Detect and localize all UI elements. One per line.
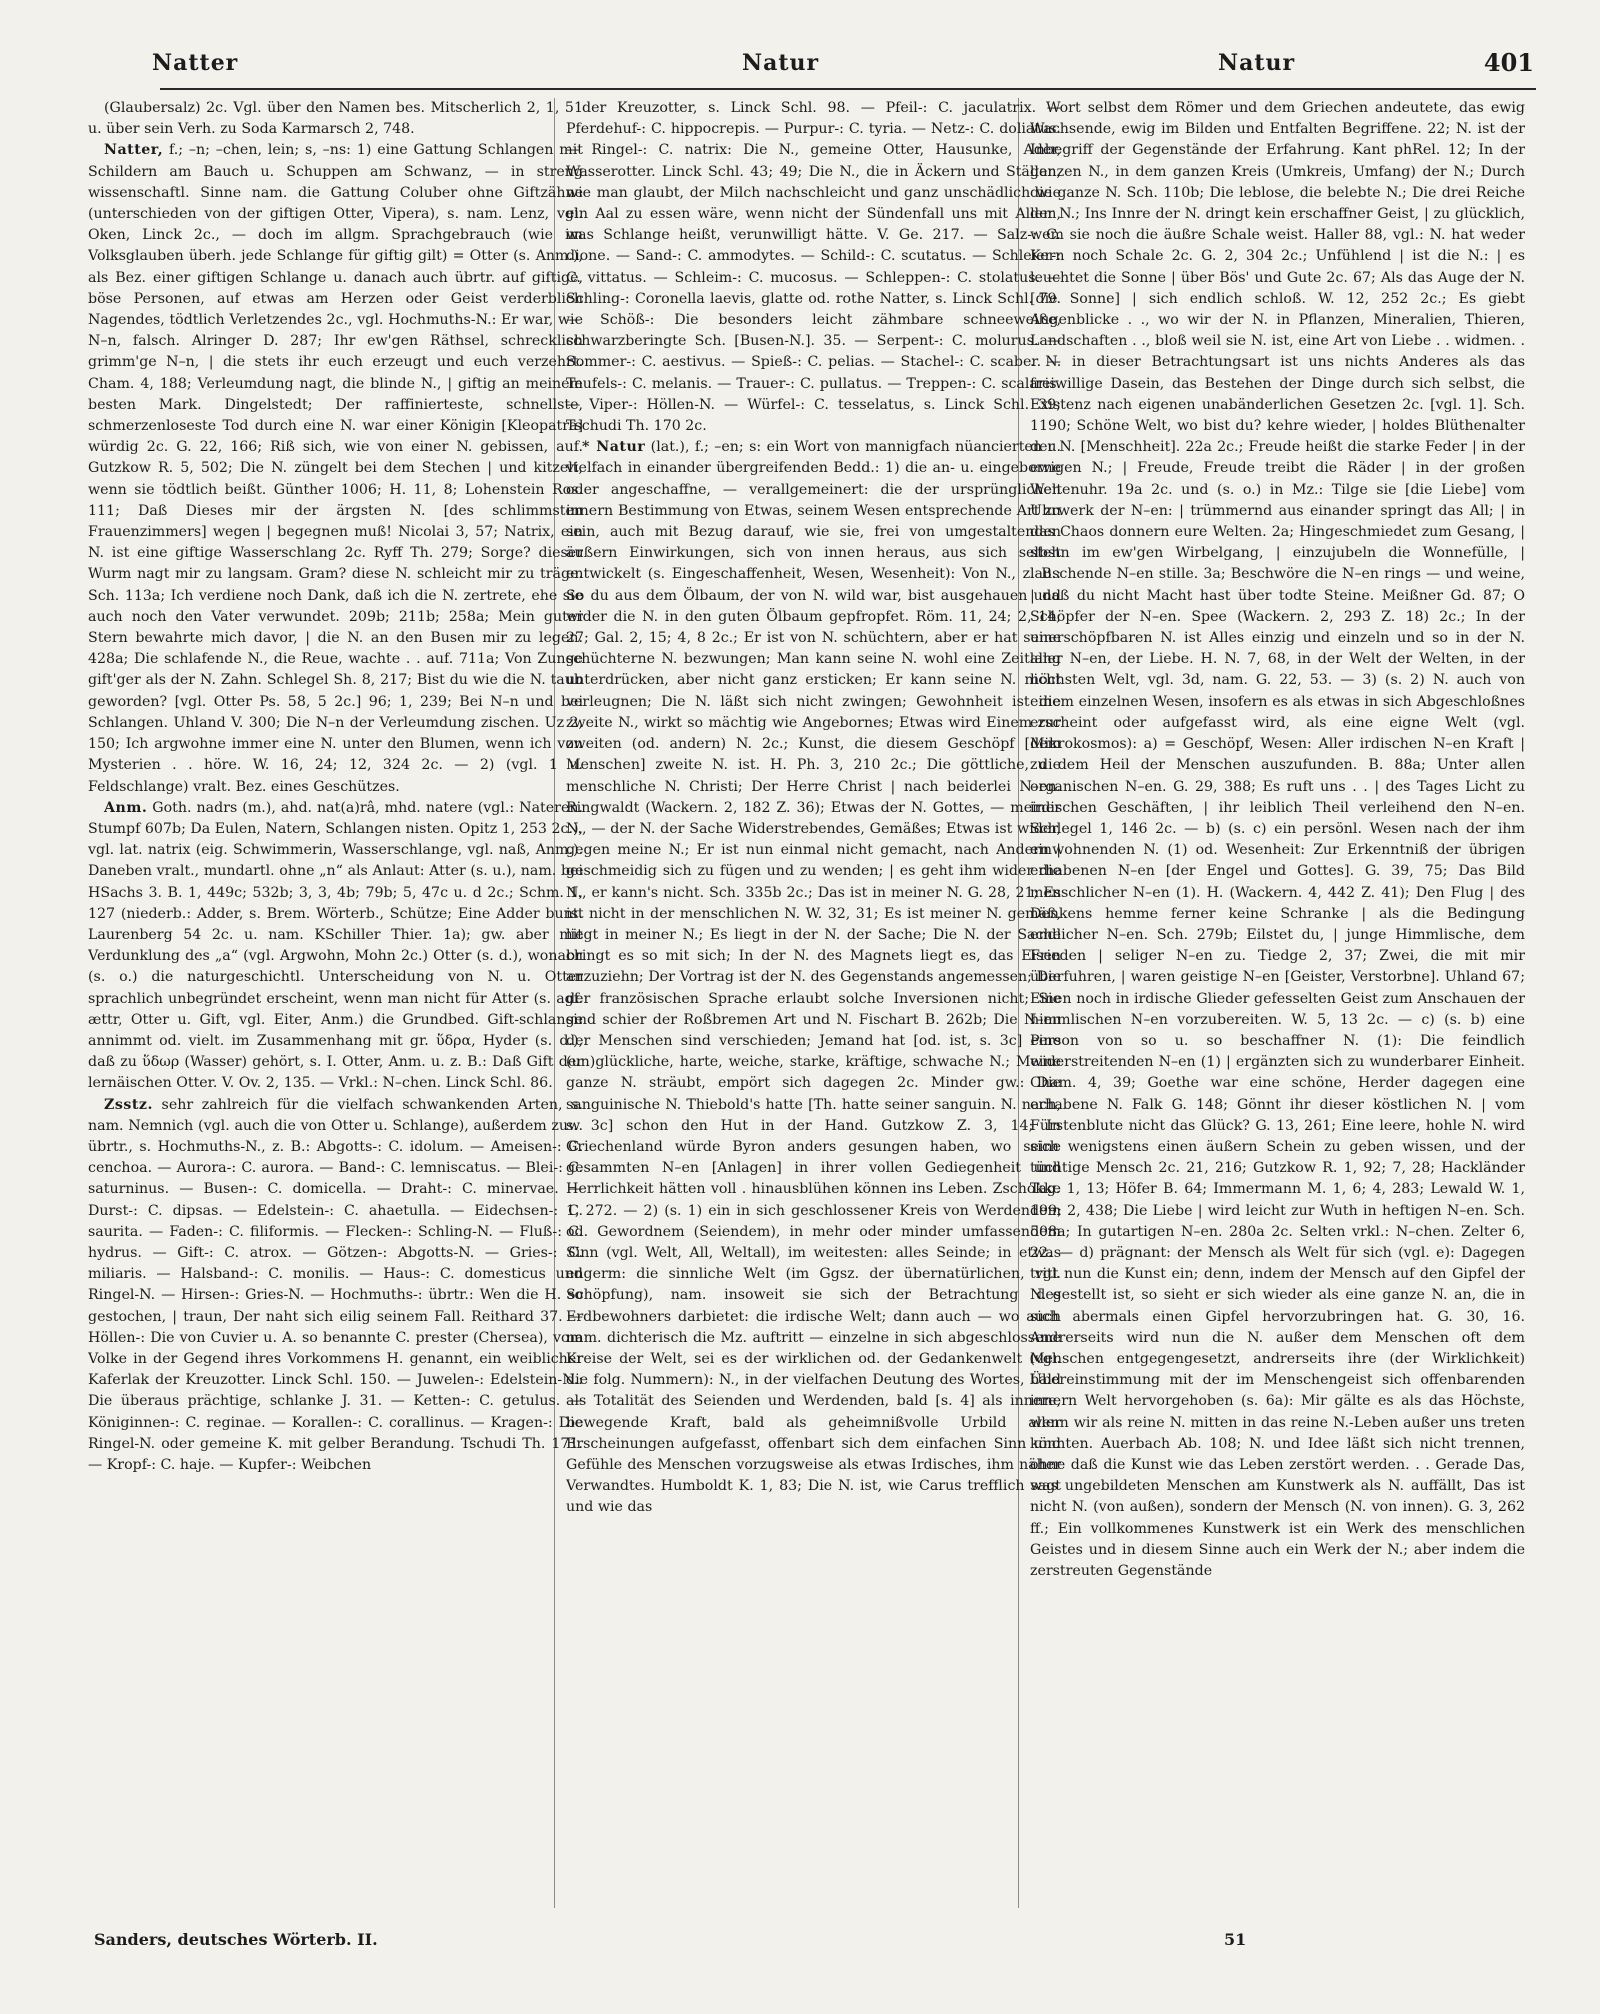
column-2 bbox=[566, 98, 1061, 1918]
entry bbox=[88, 98, 583, 140]
entry bbox=[88, 140, 583, 797]
entry bbox=[1030, 98, 1525, 1582]
entry-text: f.; –n; –chen, lein; s, –ns: 1) eine Gattung Schlangen mit Schildern am Bauch u. Schuppen am Schwanz, — in streng wissenschaftl. Sinne nam. die Gattung Coluber ohne Giftzähne (unterschieden von der giftigen Otter, Vipera), s. nam. Lenz, vgl. Oken, Linck 2c., — doch im allgm. Sprachgebrauch (wie im Volksglauben überh. jede Schlange für giftig gilt) = Otter (s. Anm.), als Bez. einer giftigen Schlange u. danach auch übrtr. auf giftige, böse Personen, auf etwas am Herzen oder Geist verderblich Nagendes, tödtlich Verletzendes 2c., vgl. Hochmuths-N.: Er war, wie N–n, falsch. Alringer D. 287; Ihr ew'gen Räthsel, schrecklich grimm'ge N–n, | die stets ihr euch erzeugt und euch verzehrt. Cham. 4, 188; Verleumdung nagt, die blinde N., | giftig an meinem besten Mark. Dingelstedt; Der raffinierteste, schnellste, schmerzenloseste Tod durch eine N. war einer Königin [Kleopatra] würdig 2c. G. 22, 166; Riß sich, wie von einer N. gebissen, auf. Gutzkow R. 5, 502; Die N. züngelt bei dem Stechen | und kitzelt, wenn sie tödtlich beißt. Günther 1006; H. 11, 8; Lohenstein Ros. 111; Daß Dieses mir der ärgsten N. [des schlimmsten Frauenzimmers] wegen | begegnen muß! Nicolai 3, 57; Natrix, ein N. ist eine giftige Wasserschlang 2c. Ryff Th. 279; Sorge? dieser Wurm nagt mir zu langsam. Gram? diese N. schleicht mir zu träge. Sch. 113a; Ich verdiene noch Dank, daß ich die N. zertrete, ehe sie auch noch den Vater verwundet. 209b; 211b; 258a; Mein guter Stern bewahrte mich davor, | die N. an den Busen mir zu legen. 428a; Die schlafende N., die Reue, wachte . . auf. 711a; Von Zunge gift'ger als der N. Zahn. Schlegel Sh. 8, 217; Bist du wie die N. taub geworden? [vgl. Otter Ps. 58, 5 2c.] 96; 1, 239; Bei N–n und bei Schlangen. Uhland V. 300; Die N–n der Verleumdung zischen. Uz 2, 150; Ich argwohne immer eine N. unter den Blumen, wenn ich von Mysterien . . höre. W. 16, 24; 12, 324 2c. — 2) (vgl. 1 u. Feldschlange) vralt. Bez. eines Geschützes. bbox=[88, 142, 583, 795]
page-footer bbox=[94, 1930, 1534, 1970]
column-1 bbox=[88, 98, 583, 1918]
entry-text: Goth. nadrs (m.), ahd. nat(a)râ, mhd. natere (vgl.: Nateren. Stumpf 607b; Da Eulen, Natern, Schlangen nisten. Opitz 1, 253 2c.), vgl. lat. natrix (eig. Schwimmerin, Wasserschlange, vgl. naß, Anm.). Daneben vralt., mundartl. ohne „n“ als Anlaut: Atter (s. u.), nam. bei HSachs 3. B. 1, 449c; 532b; 3, 3, 4b; 79b; 5, 47c u. d 2c.; Schm. 1, 127 (niederb.: Adder, s. Brem. Wörterb., Schütze; Eine Adder bunt. Laurenberg 54 2c. u. nam. KSchiller Thier. 1a); gw. aber mit Verdunklung des „a“ (vgl. Argwohn, Mohn 2c.) Otter (s. d.), wonach (s. o.) die naturgeschichtl. Unterscheidung von N. u. Otter sprachlich unbegründet erscheint, wenn man nicht für Atter (s. agf. ættr, Otter u. Gift, vgl. Eiter, Anm.) die Grundbed. Gift-schlange annimmt od. vielt. im Zusammenhang mit gr. ὕδρα, Hyder (s. d.), daß zu ὕδωρ (Wasser) gehört, s. I. Otter, Anm. u. z. B.: Daß Gift der lernäischen Otter. V. Ov. 2, 135. — Vrkl.: N–chen. Linck Schl. 86. bbox=[88, 799, 583, 1092]
entry-lemma: Zsstz. bbox=[104, 1096, 153, 1113]
entry-text: (Glaubersalz) 2c. Vgl. über den Namen bes. Mitscherlich 2, 1, 51 u. über sein Verh. zu Soda Karmarsch 2, 748. bbox=[88, 100, 583, 138]
entry-text: der Kreuzotter, s. Linck Schl. 98. — Pfeil-: C. jaculatrix. — Pferdehuf-: C. hippocrepis. — Purpur-: C. tyria. — Netz-: C. doliatus. — Ringel-: C. natrix: Die N., gemeine Otter, Hausunke, Ader, Wasserotter. Linck Schl. 43; 49; Die N., die in Äckern und Ställen, wie man glaubt, der Milch nachschleicht und ganz unschädlich wie ein Aal zu essen wäre, wenn nicht der Sündenfall uns mit Allem, was Schlange heißt, verunwilligt hätte. V. Ge. 217. — Salz-: C. dione. — Sand-: C. ammodytes. — Schild-: C. scutatus. — Schleier-: C. vittatus. — Schleim-: C. mucosus. — Schleppen-: C. stolatus. — Schling-: Coronella laevis, glatte od. rothe Natter, s. Linck Schl. 79. — Schöß-: Die besonders leicht zähmbare schneeweiße, schwarzberingte Sch. [Busen-N.]. 35. — Serpent-: C. molurus. — Sommer-: C. aestivus. — Spieß-: C. pelias. — Stachel-: C. scaber. — Teufels-: C. melanis. — Trauer-: C. pullatus. — Treppen-: C. scalaris. — Viper-: Höllen-N. — Würfel-: C. tesselatus, s. Linck Schl. 39; Tschudi Th. 170 2c. bbox=[566, 100, 1061, 435]
page-number: 401 bbox=[1483, 48, 1534, 77]
entry bbox=[566, 437, 1061, 1518]
entry-text: sehr zahlreich für die vielfach schwankenden Arten, s. nam. Nemnich (vgl. auch die von Otter u. Schlange), außerdem zuw. übrtr., s. Hochmuths-N., z. B.: Abgotts-: C. idolum. — Ameisen-: C. cenchoa. — Aurora-: C. aurora. — Band-: C. lemniscatus. — Blei-: C. saturninus. — Busen-: C. domicella. — Draht-: C. minervae. — Durst-: C. dipsas. — Edelstein-: C. ahaetulla. — Eidechsen-: C. saurita. — Faden-: C. filiformis. — Flecken-: Schling-N. — Fluß-: C. hydrus. — Gift-: C. atrox. — Götzen-: Abgotts-N. — Gries-: C. miliaris. — Halsband-: C. monilis. — Haus-: C. domesticus und Ringel-N. — Hirsen-: Gries-N. — Hochmuths-: übrtr.: Wen die H. so gestochen, | traun, Der naht sich eilig seinem Fall. Reithard 37. — Höllen-: Die von Cuvier u. A. so benannte C. prester (Chersea), vom Volke in der Gegend ihres Vorkommens H. genannt, ein weiblicher Kaferlak der Kreuzotter. Linck Schl. 150. — Juwelen-: Edelstein-N.: Die überaus prächtige, schlanke J. 31. — Ketten-: C. getulus. — Königinnen-: C. reginae. — Korallen-: C. corallinus. — Kragen-: Die Ringel-N. oder gemeine K. mit gelber Berandung. Tschudi Th. 171. — Kropf-: C. haje. — Kupfer-: Weibchen bbox=[88, 1096, 583, 1473]
entry-text: (lat.), f.; –en; s: ein Wort von mannigfach nüancierten u. vielfach in einander übergreifenden Bedd.: 1) die an- u. eingeborne oder angeschaffne, — verallgemeinert: die der ursprünglichen innern Bestimmung von Etwas, seinem Wesen entsprechende Art zu sein, auch mit Bezug darauf, wie sie, frei von umgestaltenden äußern Einwirkungen, sich von innen heraus, aus sich selbst entwickelt (s. Eingeschaffenheit, Wesen, Wesenheit): Von N., z. B.: So du aus dem Ölbaum, der von N. wild war, bist ausgehauen und wider die N. in den guten Ölbaum gepfropfet. Röm. 11, 24; 2, 14; 27; Gal. 2, 15; 4, 8 2c.; Er ist von N. schüchtern, aber er hat seine schüchterne N. bezwungen; Man kann seine N. wohl eine Zeitlang unterdrücken, aber nicht ganz ersticken; Er kann seine N. nicht verleugnen; Die N. läßt sich nicht zwingen; Gewohnheit ist die zweite N., wirkt so mächtig wie Angebornes; Etwas wird Einem zur zweiten (od. andern) N. 2c.; Kunst, die diesem Geschöpf [dem Menschen] zweite N. ist. H. Ph. 3, 210 2c.; Die göttliche, die menschliche N. Christi; Der Herre Christ | nach beiderlei N–en. Ringwaldt (Wackern. 2, 182 Z. 36); Etwas der N. Gottes, — meiner N., — der N. der Sache Widerstrebendes, Gemäßes; Etwas ist wider, gegen meine N.; Er ist nun einmal nicht gemacht, nach Andern | geschmeidig sich zu fügen und zu wenden; | es geht ihm wider die N., er kann's nicht. Sch. 335b 2c.; Das ist in meiner N. G. 28, 21; Es ist nicht in der menschlichen N. W. 32, 31; Es ist meiner N. gemäß, liegt in meiner N.; Es liegt in der N. der Sache; Die N. der Sache bringt es so mit sich; In der N. des Magnets liegt es, das Eisen anzuziehn; Der Vortrag ist der N. des Gegenstands angemessen; Die der französischen Sprache erlaubt solche Inversionen nicht; Sie sind schier der Roßbremen Art und N. Fischart B. 262b; Die N–en der Menschen sind verschieden; Jemand hat [od. ist, s. 3c] eine (un)glückliche, harte, weiche, starke, kräftige, schwache N.; Meine ganze N. sträubt, empört sich dagegen 2c. Minder gw.: Die sanguinische N. Thiebold's hatte [Th. hatte seiner sanguin. N. nach, s. 3c] schon den Hut in der Hand. Gutzkow Z. 3, 14; In Griechenland würde Byron anders gesungen haben, wo seine gesammten N–en [Anlagen] in ihrer vollen Gediegenheit und Herrlichkeit hätten voll . hinausblühen können ins Leben. Zschokke 1, 272. — 2) (s. 1) ein in sich geschlossener Kreis von Werdendem od. Gewordnem (Seiendem), in mehr oder minder umfassendem Sinn (vgl. Welt, All, Weltall), im weitesten: alles Seinde; in etwas engerm: die sinnliche Welt (im Ggsz. der übernatürlichen, vgl. Schöpfung), nam. insoweit sie sich der Betrachtung des Erdbewohners darbietet: die irdische Welt; dann auch — wo auch nam. dichterisch die Mz. auftritt — einzelne in sich abgeschlossene Kreise der Welt, sei es der wirklichen od. der Gedankenwelt (vgl. die folg. Nummern): N., in der vielfachen Deutung des Wortes, bald als Totalität des Seienden und Werdenden, bald [s. 4] als innere, bewegende Kraft, bald als geheimnißvolle Urbild aller Erscheinungen aufgefasst, offenbart sich dem einfachen Sinn und Gefühle des Menschen vorzugsweise als etwas Irdisches, ihm näher Verwandtes. Humboldt K. 1, 83; Die N. ist, wie Carus trefflich sagt und wie das bbox=[566, 439, 1061, 1516]
entry-lemma: * Natur bbox=[582, 439, 646, 456]
entry-lemma: Anm. bbox=[104, 799, 148, 816]
left-running-headword: Natter bbox=[152, 50, 239, 76]
page-header bbox=[70, 44, 1534, 84]
signature-mark: 51 bbox=[1224, 1930, 1247, 1949]
entry bbox=[88, 798, 583, 1095]
entry bbox=[566, 98, 1061, 437]
right-running-headword: Natur bbox=[1218, 50, 1296, 76]
entry bbox=[88, 1095, 583, 1477]
header-rule bbox=[160, 88, 1536, 90]
column-3 bbox=[1030, 98, 1525, 1918]
center-running-headword: Natur bbox=[742, 50, 820, 76]
imprint-line: Sanders, deutsches Wörterb. II. bbox=[94, 1930, 378, 1949]
entry-text: Wort selbst dem Römer und dem Griechen andeutete, das ewig Wachsende, ewig im Bilden und Entfalten Begriffene. 22; N. ist der Inbegriff der Gegenstände der Erfahrung. Kant phRel. 12; In der ganzen N., in dem ganzen Kreis (Umkreis, Umfang) der N.; Durch die ganze N. Sch. 110b; Die leblose, die belebte N.; Die drei Reiche der N.; Ins Innre der N. dringt kein erschaffner Geist, | zu glücklich, wem sie noch die äußre Schale weist. Haller 88, vgl.: N. hat weder Kern noch Schale 2c. G. 2, 304 2c.; Unfühlend | ist die N.: | es leuchtet die Sonne | über Bös' und Gute 2c. 67; Als das Auge der N. [die Sonne] | sich endlich schloß. W. 12, 252 2c.; Es giebt Augenblicke . ., wo wir der N. in Pflanzen, Mineralien, Thieren, Landschaften . ., bloß weil sie N. ist, eine Art von Liebe . . widmen. . . N. in dieser Betrachtungsart ist uns nichts Anderes als das freiwillige Dasein, das Bestehen der Dinge durch sich selbst, die Existenz nach eigenen unabänderlichen Gesetzen 2c. [vgl. 1]. Sch. 1190; Schöne Welt, wo bist du? kehre wieder, | holdes Blüthenalter der N. [Menschheit]. 22a 2c.; Freude heißt die starke Feder | in der ewigen N.; | Freude, Freude treibt die Räder | in der großen Weltenuhr. 19a 2c. und (s. o.) in Mz.: Tilge sie [die Liebe] vom Uhrwerk der N–en: | trümmernd aus einander springt das All; | in das Chaos donnern eure Welten. 2a; Hingeschmiedet zum Gesang, | stehn im ew'gen Wirbelgang, | einzujubeln die Wonnefülle, | lauschende N–en stille. 3a; Beschwöre die N–en rings — und weine, | daß du nicht Macht hast über todte Steine. Meißner Gd. 87; O Schöpfer der N–en. Spee (Wackern. 2, 293 Z. 18) 2c.; In der unerschöpfbaren N. ist Alles einzig und einzeln und so in der N. aller N–en, der Liebe. H. N. 7, 68, in der Welt der Welten, in der höchsten Welt, vgl. 3d, nam. G. 22, 53. — 3) (s. 2) N. auch von einem einzelnen Wesen, insofern es als etwas in sich Abgeschloßnes erscheint oder aufgefasst wird, als eine eigne Welt (vgl. Mikrokosmos): a) = Geschöpf, Wesen: Aller irdischen N–en Kraft | zu dem Heil der Menschen auszufunden. B. 88a; Unter allen organischen N–en. G. 29, 388; Es ruft uns . . | des Tages Licht zu irdischen Geschäften, | ihr leiblich Theil verleihend den N–en. Schlegel 1, 146 2c. — b) (s. c) ein persönl. Wesen nach der ihm einwohnenden N. (1) od. Wesenheit: Zur Erkenntniß der übrigen erhabenen N–en [der Engel und Gottes]. G. 39, 75; Das Bild menschlicher N–en (1). H. (Wackern. 4, 442 Z. 41); Den Flug | des Denkens hemme ferner keine Schranke | als die Bedingung endlicher N–en. Sch. 279b; Eilstet du, | junge Himmlische, dem Frieden | seliger N–en zu. Tiedge 2, 37; Zwei, die mit mir überfuhren, | waren geistige N–en [Geister, Verstorbne]. Uhland 67; Einen noch in irdische Glieder gefesselten Geist zum Anschauen der himmlischen N–en vorzubereiten. W. 5, 13 2c. — c) (s. b) eine Person von so u. so beschaffner N. (1): Die feindlich widerstreitenden N–en (1) | ergänzten sich zu wunderbarer Einheit. Cham. 4, 39; Goethe war eine schöne, Herder dagegen eine erhabene N. Falk G. 148; Gönnt ihr dieser köstlichen N. | vom Fürstenblute nicht das Glück? G. 13, 261; Eine leere, hohle N. wird sich wenigstens einen äußern Schein zu geben wissen, und der tüchtige Mensch 2c. 21, 216; Gutzkow R. 1, 92; 7, 28; Hackländer Tag. 1, 13; Höfer B. 64; Immermann M. 1, 6; 4, 283; Lewald W. 1, 199; 2, 438; Die Liebe | wird leicht zur Wuth in heftigen N–en. Sch. 508a; In gutartigen N–en. 280a 2c. Selten vrkl.: N–chen. Zelter 6, 22. — d) prägnant: der Mensch als Welt für sich (vgl. e): Dagegen tritt nun die Kunst ein; denn, indem der Mensch auf den Gipfel der N. gestellt ist, so sieht er sich wieder als eine ganze N. an, die in sich abermals einen Gipfel hervorzubringen hat. G. 30, 16. Andrerseits wird nun die N. außer dem Menschen oft dem Menschen entgegengesetzt, andrerseits ihre (der Wirklichkeit) Übereinstimmung mit der im Menschengeist sich offenbarenden innern Welt hervorgehoben (s. 6a): Mir gälte es als das Höchste, wenn wir als reine N. mitten in das reine N.-Leben außer uns treten könnten. Auerbach Ab. 108; N. und Idee läßt sich nicht trennen, ohne daß die Kunst wie das Leben zerstört werden. . . Gerade Das, was ungebildeten Menschen am Kunstwerk als N. auffällt, Das ist nicht N. (von außen), sondern der Mensch (N. von innen). G. 3, 262 ff.; Ein vollkommenes Kunstwerk ist ein Werk des menschlichen Geistes und in diesem Sinne auch ein Werk der N.; aber indem die zerstreuten Gegenstände bbox=[1030, 100, 1525, 1580]
entry-lemma: Natter, bbox=[104, 142, 164, 159]
